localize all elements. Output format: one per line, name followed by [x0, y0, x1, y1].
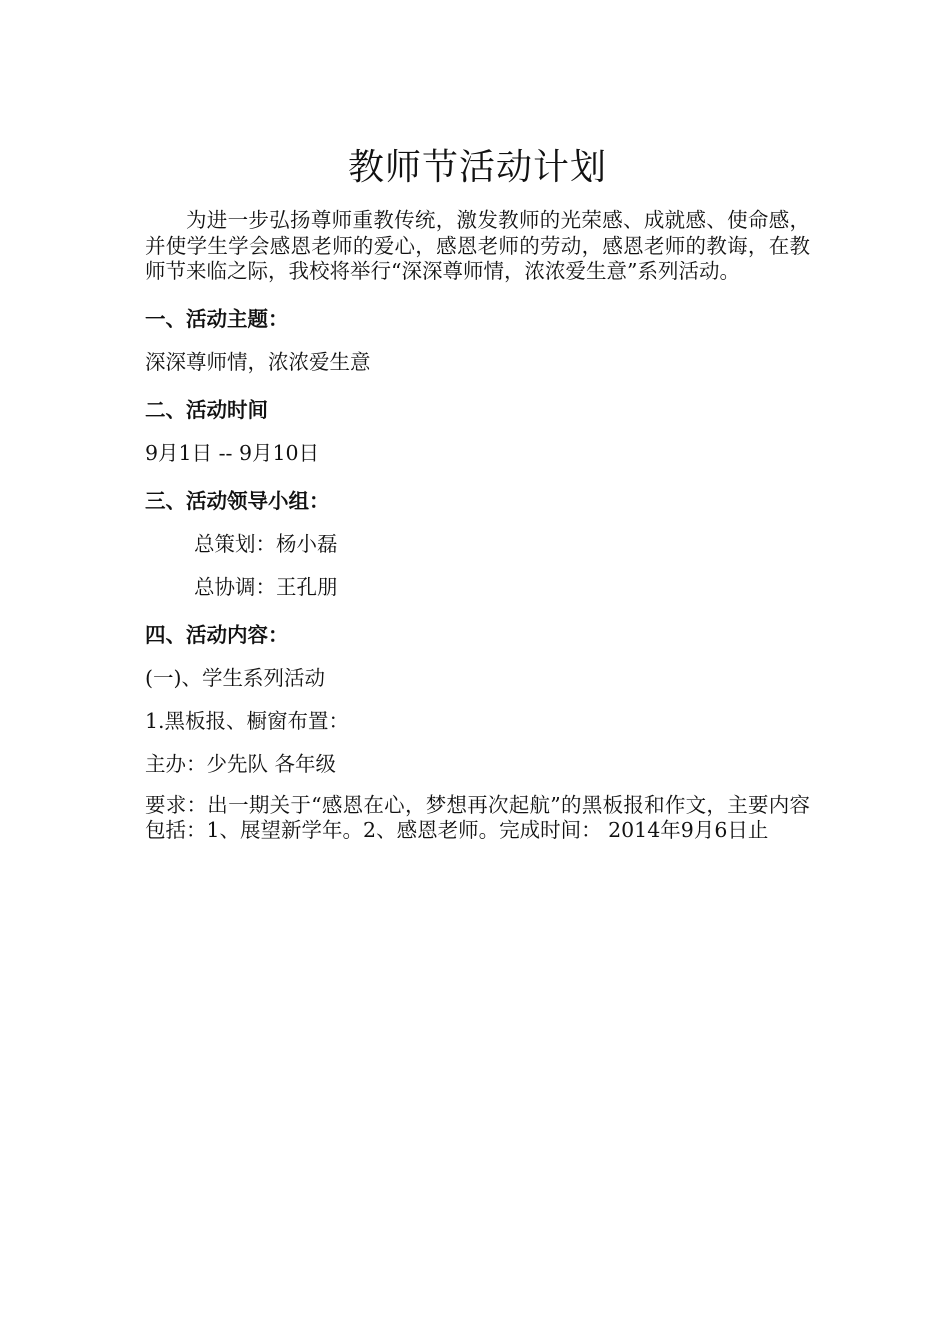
section-time-heading: 二、活动时间 [145, 397, 268, 422]
leadership-planner: 总策划：杨小磊 [194, 531, 338, 556]
section-theme-content: 深深尊师情，浓浓爱生意 [145, 349, 371, 374]
document-title: 教师节活动计划 [347, 147, 607, 188]
intro-paragraph: 为进一步弘扬尊师重教传统，激发教师的光荣感、成就感、使命感，并使学生学会感恩老师的爱心，感恩老师的劳动，感恩老师的教诲，在教师节来临之际，我校将举行“深深尊师情，浓浓爱生意”系列活动。 [145, 208, 810, 283]
content-organizer: 主办：少先队 各年级 [145, 751, 337, 776]
document-page [145, 140, 810, 844]
section-time-content: 9月1日 -- 9月10日 [145, 440, 320, 465]
section-content-heading: 四、活动内容： [145, 622, 289, 647]
leadership-coordinator: 总协调：王孔朋 [194, 574, 338, 599]
section-theme-heading: 一、活动主题： [145, 306, 289, 331]
content-item-1: 1.黑板报、橱窗布置： [145, 708, 350, 733]
section-leadership-heading: 三、活动领导小组： [145, 488, 330, 513]
content-sub-heading: (一)、学生系列活动 [145, 665, 325, 690]
content-requirement: 要求：出一期关于“感恩在心，梦想再次起航”的黑板报和作文，主要内容包括：1、展望新学年。2、感恩老师。完成时间： 2014年9月6日止 [145, 792, 810, 842]
